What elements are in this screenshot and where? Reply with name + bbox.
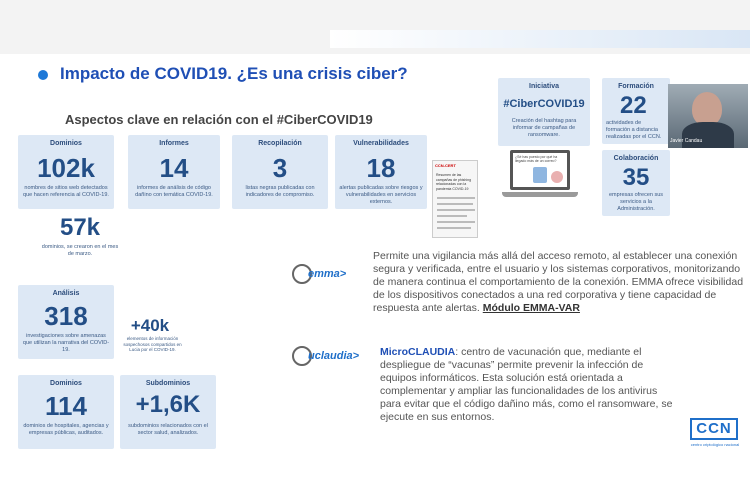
- emma-text: Permite una vigilancia más allá del acceso remoto, al establecer una conexión segura y verificada, entre el usuario y los sistemas corporativos, monitorizando de manera continua el comportamiento de la conexión. EMMA ofrece visibilidad de los dispositivos conectados a una red corporativa y tiene capacidad de respuesta ante alertas.: [373, 250, 744, 314]
- card-heading: Informes: [159, 140, 189, 147]
- card-formacion: [602, 78, 670, 144]
- card-desc: nombres de sitios web detectados que hacen referencia al COVID-19.: [23, 185, 109, 198]
- card-informes: [128, 135, 220, 209]
- card-dominios: [18, 135, 114, 209]
- laptop-thumbnail: [510, 150, 570, 190]
- march-domains-number: 57k: [59, 214, 101, 241]
- card-dominios-auditados: [18, 375, 114, 449]
- card-number: 102k: [37, 153, 95, 183]
- card-heading: Formación: [618, 83, 654, 90]
- card-number: 35: [622, 164, 650, 191]
- doc-caption: Resumen de las campañas de phishing relacionadas con la pandemia COVID-19: [436, 173, 472, 191]
- top-bar: [0, 0, 750, 54]
- card-number: 114: [45, 391, 87, 421]
- emma-description: [373, 250, 745, 315]
- claudia-text: : centro de vacunación que, mediante el despliegue de “vacunas” permite prevenir la infección de equipos informáticos. Esta solución está orientada a complementar y ampliar las funcionalidades de los antivirus para evitar que el código dañino más, como el ransomware, se ejecute en sus entornos.: [380, 346, 673, 423]
- card-number: 14: [159, 153, 189, 183]
- emma-module-label: Módulo EMMA-VAR: [482, 302, 580, 314]
- card-heading: Dominios: [50, 380, 82, 387]
- card-analisis: [18, 285, 114, 359]
- card-vulnerabilidades: [335, 135, 427, 209]
- card-heading: Recopilación: [258, 140, 302, 147]
- emma-logo: [290, 262, 360, 288]
- card-heading: Análisis: [52, 290, 80, 297]
- card-desc: empresas ofrecen sus servicios a la Administración.: [608, 192, 664, 212]
- claudia-logo: [290, 344, 370, 370]
- campaign-report-thumbnail: [432, 160, 478, 238]
- elements-number: +40k: [130, 316, 170, 335]
- card-number: +1,6K: [135, 391, 201, 418]
- card-desc: dominios de hospitales, agencias y empresas públicas, auditados.: [23, 423, 109, 436]
- card-heading: Iniciativa: [529, 83, 559, 90]
- title-bullet: [38, 70, 48, 80]
- card-desc: listas negras publicadas con indicadores de compromiso.: [245, 185, 315, 198]
- card-heading: Dominios: [50, 140, 82, 147]
- card-desc: actividades de formación a distancia realizadas por el CCN.: [606, 120, 662, 140]
- card-desc: subdominios relacionados con el sector salud, analizados.: [128, 423, 208, 436]
- participant-name: Javier Candau: [670, 138, 703, 144]
- laptop-base: [502, 192, 578, 197]
- card-number: 3: [272, 153, 288, 183]
- card-desc: informes de análisis de código dañino con temática COVID-19.: [135, 185, 213, 198]
- person-face: [692, 92, 722, 126]
- ccn-logo-caption: centro criptológico nacional: [690, 442, 740, 447]
- card-heading: Subdominios: [145, 380, 191, 387]
- card-desc: alertas publicadas sobre riesgos y vulnerabilidades en servicios externos.: [339, 185, 423, 205]
- card-heading: Vulnerabilidades: [353, 140, 409, 147]
- claudia-logo-text: uclaudia>: [308, 350, 360, 362]
- doc-logo: CCN-CERT: [435, 163, 456, 168]
- emma-logo-text: emma>: [308, 268, 347, 280]
- claudia-name: MicroCLAUDIA: [380, 346, 456, 358]
- laptop-caption: ¿Sé has puesto por qué ha llegado más de un correo?: [515, 155, 558, 163]
- card-desc: investigaciones sobre amenazas que utilizan la narrativa del COVID-19.: [22, 333, 110, 353]
- card-subdominios: [120, 375, 216, 449]
- card-iniciativa: [498, 78, 590, 146]
- march-domains-desc: dominios, se crearon en el mes de marzo.: [41, 244, 119, 257]
- card-number: 22: [620, 92, 647, 119]
- person-body: [682, 122, 734, 148]
- card-colaboracion: [602, 150, 670, 216]
- card-number: 18: [366, 153, 396, 183]
- top-gradient: [330, 30, 750, 48]
- card-heading: Colaboración: [613, 155, 659, 162]
- slide-title: Impacto de COVID19. ¿Es una crisis ciber?: [60, 64, 408, 83]
- elements-desc: elementos de información sospechosos compartidos en Lucia por el COVID-19.: [123, 336, 182, 352]
- card-number: 318: [44, 301, 88, 331]
- card-recopilacion: [232, 135, 328, 209]
- card-desc: Creación del hashtag para informar de campañas de ransomware.: [511, 118, 577, 138]
- claudia-description: [380, 346, 680, 424]
- webcam-video: [668, 84, 748, 148]
- slide-subtitle: Aspectos clave en relación con el #CiberCOVID19: [65, 112, 373, 127]
- ccn-logo: CCN: [690, 418, 738, 440]
- card-hashtag: #CiberCOVID19: [503, 98, 585, 110]
